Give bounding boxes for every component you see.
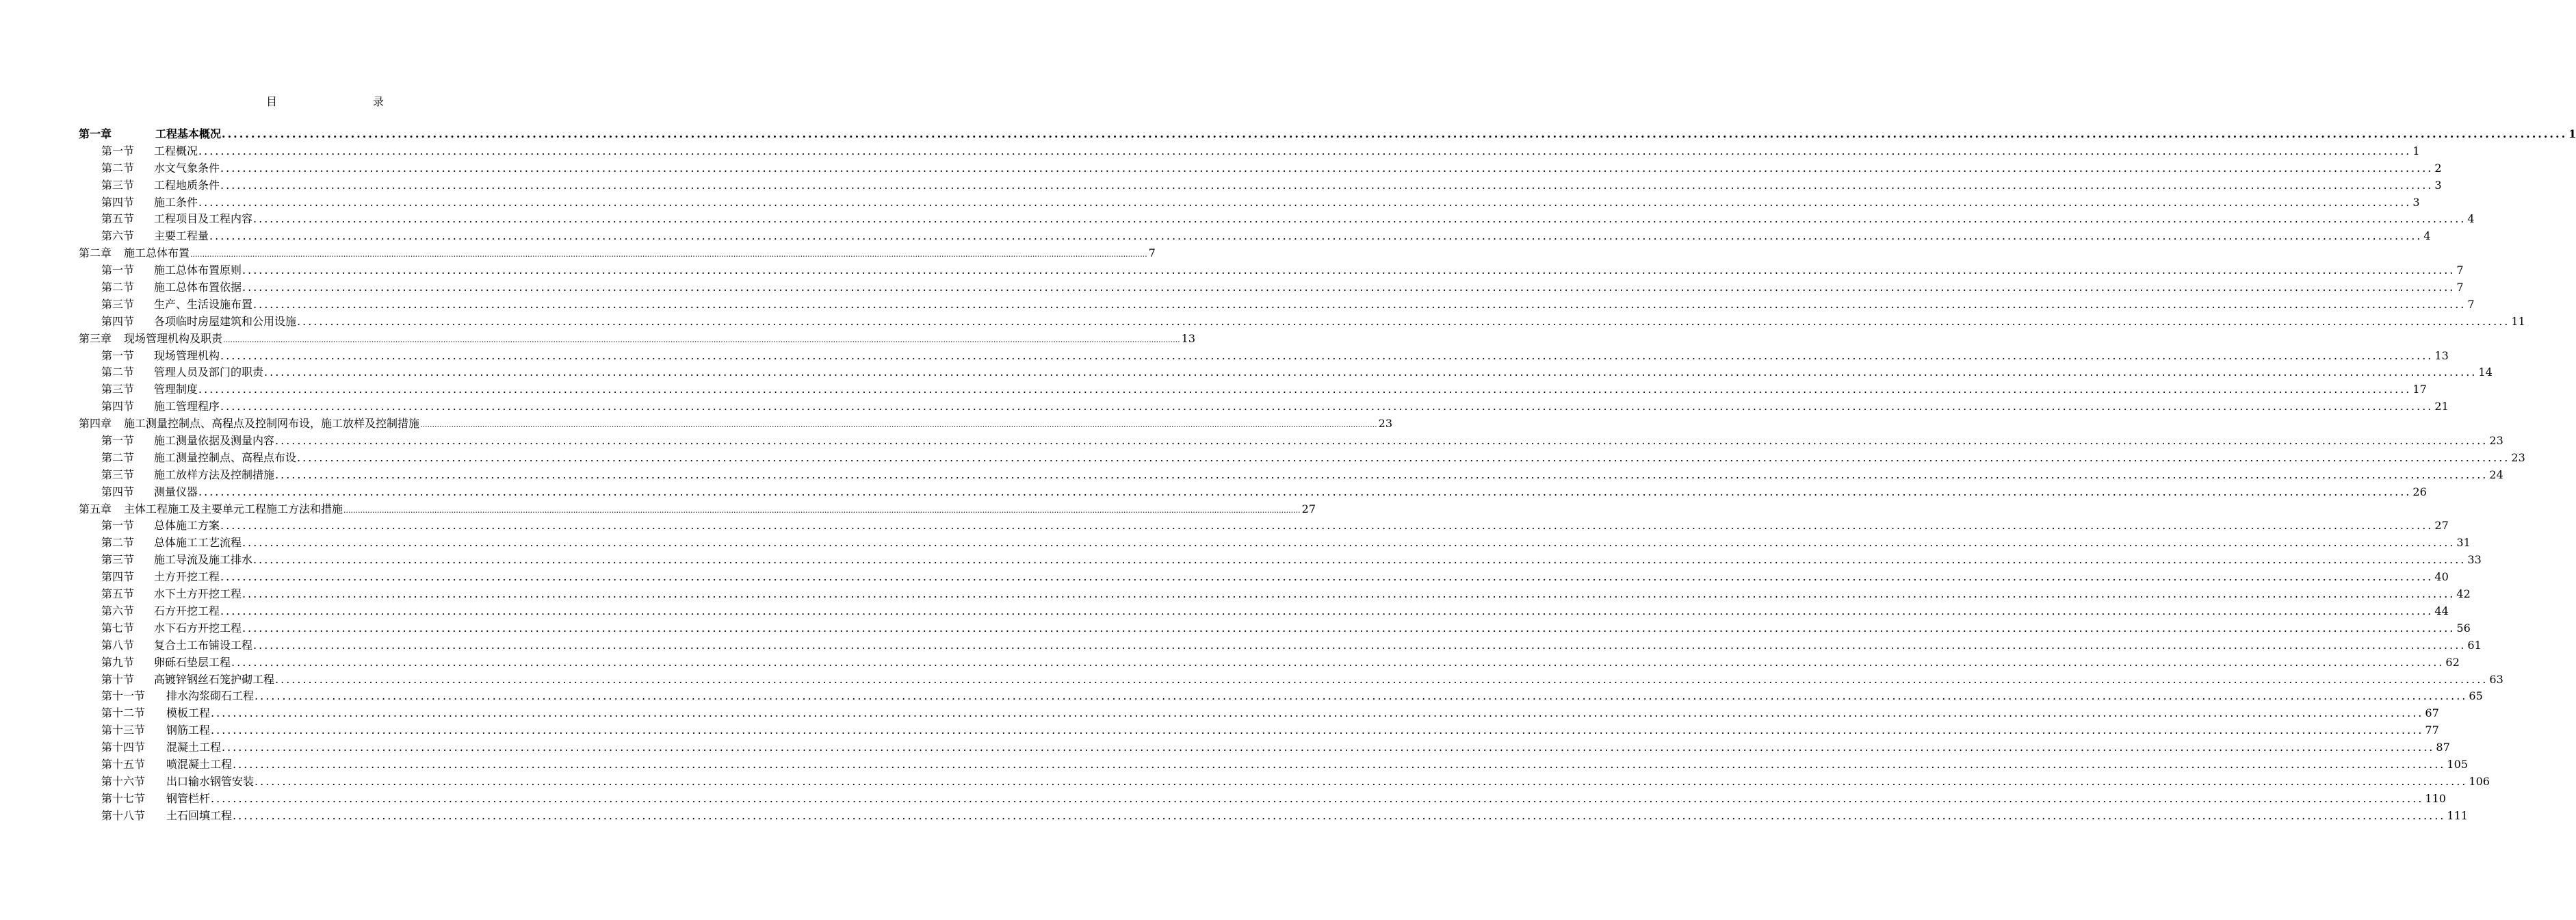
toc-dot-leader: ................................................................................................................................................................................................................................................................................................................................................................................................................ (275, 468, 2488, 481)
toc-entry-title: 复合土工布铺设工程 (154, 638, 253, 652)
toc-section-entry[interactable] (79, 637, 2482, 654)
toc-section-entry[interactable] (79, 688, 2483, 705)
toc-dot-leader: ................................................................................................................................................................................................................................................................................................................................................................................................................ (198, 195, 2412, 209)
toc-page-number: 3 (2412, 195, 2420, 209)
toc-entry-number: 第一节 (101, 519, 135, 533)
toc-page-number: 44 (2434, 604, 2449, 617)
toc-dot-leader: ................................................................................................................................................................................................................................................................................................................................................................................................................ (222, 127, 2568, 140)
toc-entry-number: 第四节 (101, 314, 135, 328)
toc-dot-leader: ................................................................................................................................................................................................................................................................................................................................................................................................................ (198, 144, 2412, 157)
toc-chapter-entry[interactable] (79, 416, 1393, 433)
toc-section-entry[interactable] (79, 672, 2503, 689)
toc-entry-number: 第四章 (79, 417, 112, 431)
toc-entry-title: 管理人员及部门的职责 (154, 366, 264, 379)
toc-dot-leader: ................................................................................................................................................................................................................................................................................................................................................................................................................ (343, 505, 1301, 515)
toc-dot-leader: ................................................................................................................................................................................................................................................................................................................................................................................................................ (255, 689, 2468, 703)
toc-entry-title: 施工测量控制点、高程点及控制网布设，施工放样及控制措施 (124, 417, 420, 431)
toc-page-number: 42 (2456, 587, 2471, 601)
toc-section-entry[interactable] (79, 654, 2460, 672)
toc-entry-number: 第一节 (101, 434, 135, 448)
toc-section-entry[interactable] (79, 398, 2449, 416)
toc-dot-leader: ................................................................................................................................................................................................................................................................................................................................................................................................................ (211, 791, 2424, 805)
toc-entry-number: 第六节 (101, 604, 135, 617)
toc-entry-number: 第四节 (101, 570, 135, 584)
toc-section-entry[interactable] (79, 756, 2468, 774)
toc-dot-leader: ................................................................................................................................................................................................................................................................................................................................................................................................................ (198, 485, 2412, 498)
toc-dot-leader: ................................................................................................................................................................................................................................................................................................................................................................................................................ (253, 297, 2467, 311)
toc-entry-number: 第十一节 (101, 689, 146, 703)
toc-page-number: 31 (2456, 536, 2471, 550)
toc-dot-leader: ................................................................................................................................................................................................................................................................................................................................................................................................................ (211, 706, 2424, 720)
toc-section-entry[interactable] (79, 467, 2503, 484)
toc-section-entry[interactable] (79, 620, 2471, 637)
toc-dot-leader: ................................................................................................................................................................................................................................................................................................................................................................................................................ (223, 335, 1180, 344)
toc-entry-number: 第七节 (101, 621, 135, 635)
toc-page-number: 14 (2478, 366, 2493, 379)
toc-section-entry[interactable] (79, 160, 2442, 177)
toc-entry-number: 第十五节 (101, 757, 146, 771)
toc-entry-title: 水下石方开挖工程 (154, 621, 242, 635)
toc-entry-number: 第五章 (79, 502, 112, 515)
toc-section-entry[interactable] (79, 296, 2475, 314)
toc-entry-number: 第三节 (101, 468, 135, 481)
toc-dot-leader: ................................................................................................................................................................................................................................................................................................................................................................................................................ (253, 553, 2467, 567)
toc-entry-number: 第十三节 (101, 724, 146, 737)
toc-entry-title: 主体工程施工及主要单元工程施工方法和措施 (124, 502, 343, 515)
toc-dot-leader: ................................................................................................................................................................................................................................................................................................................................................................................................................ (253, 212, 2467, 226)
toc-page-number: 62 (2445, 655, 2460, 669)
toc-page-number: 105 (2447, 757, 2468, 771)
toc-dot-leader: ................................................................................................................................................................................................................................................................................................................................................................................................................ (275, 434, 2488, 448)
toc-page-number: 63 (2489, 672, 2503, 686)
toc-page-number: 61 (2467, 638, 2482, 652)
toc-entry-title: 施工总体布置 (124, 246, 190, 260)
toc-dot-leader: ................................................................................................................................................................................................................................................................................................................................................................................................................ (231, 655, 2445, 669)
toc-dot-leader: ................................................................................................................................................................................................................................................................................................................................................................................................................ (242, 281, 2456, 294)
toc-entry-number: 第八节 (101, 638, 135, 652)
toc-section-entry[interactable] (79, 177, 2442, 194)
toc-section-entry[interactable] (79, 774, 2490, 791)
toc-entry-number: 第一节 (101, 264, 135, 277)
toc-dot-leader: ................................................................................................................................................................................................................................................................................................................................................................................................................ (297, 450, 2510, 464)
toc-page-number: 13 (2434, 348, 2449, 362)
toc-section-entry[interactable] (79, 262, 2464, 279)
toc-dot-leader: ................................................................................................................................................................................................................................................................................................................................................................................................................ (255, 774, 2468, 788)
toc-entry-number: 第二节 (101, 366, 135, 379)
toc-entry-number: 第十节 (101, 672, 135, 686)
toc-entry-title: 施工总体布置依据 (154, 281, 242, 294)
toc-page-number: 23 (2489, 434, 2503, 448)
toc-section-entry[interactable] (79, 722, 2439, 739)
toc-dot-leader: ................................................................................................................................................................................................................................................................................................................................................................................................................ (220, 519, 2434, 533)
toc-page-number: 1 (2568, 127, 2576, 140)
toc-entry-number: 第二节 (101, 450, 135, 464)
toc-page-number: 40 (2434, 570, 2449, 584)
toc-section-entry[interactable] (79, 450, 2525, 467)
toc-entry-title: 管理制度 (154, 383, 198, 396)
toc-dot-leader: ................................................................................................................................................................................................................................................................................................................................................................................................................ (220, 570, 2434, 584)
toc-page-number: 2 (2434, 161, 2442, 175)
toc-entry-title: 生产、生活设施布置 (154, 297, 253, 311)
toc-page-number: 21 (2434, 400, 2449, 413)
toc-dot-leader: ................................................................................................................................................................................................................................................................................................................................................................................................................ (242, 587, 2456, 601)
toc-entry-title: 施工总体布置原则 (154, 264, 242, 277)
toc-page-number: 7 (2456, 281, 2464, 294)
toc-dot-leader: ................................................................................................................................................................................................................................................................................................................................................................................................................ (275, 672, 2488, 686)
toc-section-entry[interactable] (79, 705, 2439, 722)
toc-entry-number: 第十七节 (101, 791, 146, 805)
toc-page-number: 106 (2469, 774, 2490, 788)
table-of-contents (79, 126, 2576, 825)
toc-page-number: 87 (2436, 741, 2450, 754)
toc-entry-number: 第三章 (79, 331, 112, 345)
toc-entry-number: 第十八节 (101, 808, 146, 822)
toc-dot-leader: ................................................................................................................................................................................................................................................................................................................................................................................................................ (242, 536, 2456, 550)
toc-entry-title: 出口输水钢管安装 (166, 774, 255, 788)
toc-section-entry[interactable] (79, 211, 2475, 228)
toc-section-entry[interactable] (79, 552, 2482, 569)
toc-section-entry[interactable] (79, 314, 2525, 331)
toc-page-number: 111 (2447, 808, 2468, 822)
toc-dot-leader: ................................................................................................................................................................................................................................................................................................................................................................................................................ (264, 366, 2477, 379)
toc-section-entry[interactable] (79, 791, 2446, 808)
toc-section-entry[interactable] (79, 569, 2449, 586)
toc-page-number: 13 (1181, 331, 1196, 345)
toc-entry-number: 第六节 (101, 229, 135, 243)
toc-dot-leader: ................................................................................................................................................................................................................................................................................................................................................................................................................ (233, 757, 2446, 771)
toc-entry-number: 第一节 (101, 144, 135, 157)
toc-section-entry[interactable] (79, 518, 2449, 535)
toc-section-entry[interactable] (79, 143, 2420, 160)
toc-entry-number: 第二章 (79, 246, 112, 260)
toc-dot-leader: ................................................................................................................................................................................................................................................................................................................................................................................................................ (211, 724, 2424, 737)
toc-entry-title: 高镀锌钢丝石笼护砌工程 (154, 672, 275, 686)
toc-page-number: 65 (2469, 689, 2483, 703)
toc-entry-title: 工程基本概况 (155, 127, 222, 140)
toc-dot-leader: ................................................................................................................................................................................................................................................................................................................................................................................................................ (242, 264, 2456, 277)
toc-chapter-entry[interactable] (79, 245, 1156, 262)
toc-entry-title: 钢管栏杆 (166, 791, 211, 805)
toc-entry-title: 施工管理程序 (154, 400, 220, 413)
toc-dot-leader: ................................................................................................................................................................................................................................................................................................................................................................................................................ (297, 314, 2510, 328)
toc-entry-number: 第二节 (101, 281, 135, 294)
toc-entry-title: 总体施工方案 (154, 519, 220, 533)
toc-entry-title: 水文气象条件 (154, 161, 220, 175)
toc-chapter-entry[interactable] (79, 126, 2576, 143)
toc-entry-number: 第二节 (101, 536, 135, 550)
toc-entry-number: 第五节 (101, 212, 135, 226)
toc-page-number: 7 (2467, 297, 2475, 311)
toc-page-number: 17 (2412, 383, 2427, 396)
toc-page-number: 24 (2489, 468, 2503, 481)
toc-entry-title: 工程地质条件 (154, 178, 220, 192)
toc-entry-title: 施工条件 (154, 195, 198, 209)
toc-dot-leader: ................................................................................................................................................................................................................................................................................................................................................................................................................ (220, 178, 2434, 192)
toc-page-number: 23 (2511, 450, 2525, 464)
toc-dot-leader: ................................................................................................................................................................................................................................................................................................................................................................................................................ (220, 400, 2434, 413)
toc-entry-number: 第三节 (101, 297, 135, 311)
toc-entry-title: 现场管理机构 (154, 348, 220, 362)
toc-page-number: 33 (2467, 553, 2482, 567)
toc-dot-leader: ................................................................................................................................................................................................................................................................................................................................................................................................................ (190, 250, 1147, 259)
toc-dot-leader: ................................................................................................................................................................................................................................................................................................................................................................................................................ (220, 604, 2434, 617)
toc-entry-number: 第二节 (101, 161, 135, 175)
toc-entry-number: 第五节 (101, 587, 135, 601)
toc-entry-title: 施工放样方法及控制措施 (154, 468, 275, 481)
toc-section-entry[interactable] (79, 484, 2427, 501)
toc-section-entry[interactable] (79, 603, 2449, 620)
toc-page-number: 26 (2412, 485, 2427, 498)
toc-dot-leader: ................................................................................................................................................................................................................................................................................................................................................................................................................ (253, 638, 2467, 652)
toc-entry-title: 工程概况 (154, 144, 198, 157)
toc-section-entry[interactable] (79, 348, 2449, 365)
toc-entry-title: 测量仪器 (154, 485, 198, 498)
toc-section-entry[interactable] (79, 381, 2427, 398)
toc-entry-number: 第三节 (101, 553, 135, 567)
toc-dot-leader: ................................................................................................................................................................................................................................................................................................................................................................................................................ (209, 229, 2423, 243)
toc-page-number: 4 (2467, 212, 2475, 226)
toc-section-entry[interactable] (79, 194, 2420, 212)
toc-entry-number: 第九节 (101, 655, 135, 669)
toc-entry-title: 混凝土工程 (166, 741, 222, 754)
toc-dot-leader: ................................................................................................................................................................................................................................................................................................................................................................................................................ (220, 348, 2434, 362)
toc-entry-title: 施工导流及施工排水 (154, 553, 253, 567)
toc-entry-title: 石方开挖工程 (154, 604, 220, 617)
toc-entry-title: 土石回填工程 (166, 808, 233, 822)
toc-page-number: 27 (1301, 502, 1316, 515)
toc-page-number: 56 (2456, 621, 2471, 635)
toc-page-number: 110 (2425, 791, 2446, 805)
toc-page-number: 4 (2423, 229, 2431, 243)
toc-entry-number: 第十六节 (101, 774, 146, 788)
toc-entry-number: 第四节 (101, 400, 135, 413)
toc-entry-number: 第一章 (79, 127, 112, 140)
toc-entry-title: 工程项目及工程内容 (154, 212, 253, 226)
toc-section-entry[interactable] (79, 586, 2471, 603)
toc-entry-title: 排水沟浆砌石工程 (166, 689, 255, 703)
toc-entry-title: 施工测量依据及测量内容 (154, 434, 275, 448)
toc-section-entry[interactable] (79, 228, 2431, 245)
toc-entry-title: 水下土方开挖工程 (154, 587, 242, 601)
toc-dot-leader: ................................................................................................................................................................................................................................................................................................................................................................................................................ (420, 420, 1377, 430)
toc-page-number: 1 (2412, 144, 2420, 157)
toc-title: 目 录 (265, 95, 408, 108)
toc-entry-title: 喷混凝土工程 (166, 757, 233, 771)
toc-page-number: 67 (2425, 706, 2439, 720)
toc-entry-title: 各项临时房屋建筑和公用设施 (154, 314, 297, 328)
toc-entry-title: 现场管理机构及职责 (124, 331, 223, 345)
toc-chapter-entry[interactable] (79, 331, 1196, 348)
toc-section-entry[interactable] (79, 433, 2503, 450)
toc-page-number: 27 (2434, 519, 2449, 533)
toc-section-entry[interactable] (79, 279, 2464, 296)
toc-entry-title: 钢筋工程 (166, 724, 211, 737)
toc-entry-title: 土方开挖工程 (154, 570, 220, 584)
toc-section-entry[interactable] (79, 739, 2450, 756)
toc-entry-title: 施工测量控制点、高程点布设 (154, 450, 297, 464)
toc-entry-number: 第三节 (101, 383, 135, 396)
toc-entry-number: 第十四节 (101, 741, 146, 754)
toc-dot-leader: ................................................................................................................................................................................................................................................................................................................................................................................................................ (198, 383, 2412, 396)
toc-entry-title: 总体施工工艺流程 (154, 536, 242, 550)
toc-entry-number: 第三节 (101, 178, 135, 192)
toc-section-entry[interactable] (79, 535, 2471, 552)
toc-dot-leader: ................................................................................................................................................................................................................................................................................................................................................................................................................ (242, 621, 2456, 635)
toc-entry-title: 主要工程量 (154, 229, 209, 243)
toc-section-entry[interactable] (79, 808, 2468, 825)
toc-dot-leader: ................................................................................................................................................................................................................................................................................................................................................................................................................ (222, 741, 2435, 754)
toc-page-number: 7 (2456, 264, 2464, 277)
toc-section-entry[interactable] (79, 364, 2493, 381)
toc-chapter-entry[interactable] (79, 501, 1316, 518)
toc-page-number: 11 (2511, 314, 2525, 328)
toc-entry-number: 第一节 (101, 348, 135, 362)
toc-page-number: 77 (2425, 724, 2439, 737)
toc-entry-number: 第四节 (101, 485, 135, 498)
toc-page-number: 7 (1148, 246, 1156, 260)
toc-entry-number: 第四节 (101, 195, 135, 209)
toc-page-number: 23 (1378, 417, 1393, 431)
toc-entry-title: 卵砾石垫层工程 (154, 655, 231, 669)
toc-entry-number: 第十二节 (101, 706, 146, 720)
toc-dot-leader: ................................................................................................................................................................................................................................................................................................................................................................................................................ (220, 161, 2434, 175)
toc-entry-title: 模板工程 (166, 706, 211, 720)
toc-dot-leader: ................................................................................................................................................................................................................................................................................................................................................................................................................ (233, 808, 2446, 822)
toc-page-number: 3 (2434, 178, 2442, 192)
